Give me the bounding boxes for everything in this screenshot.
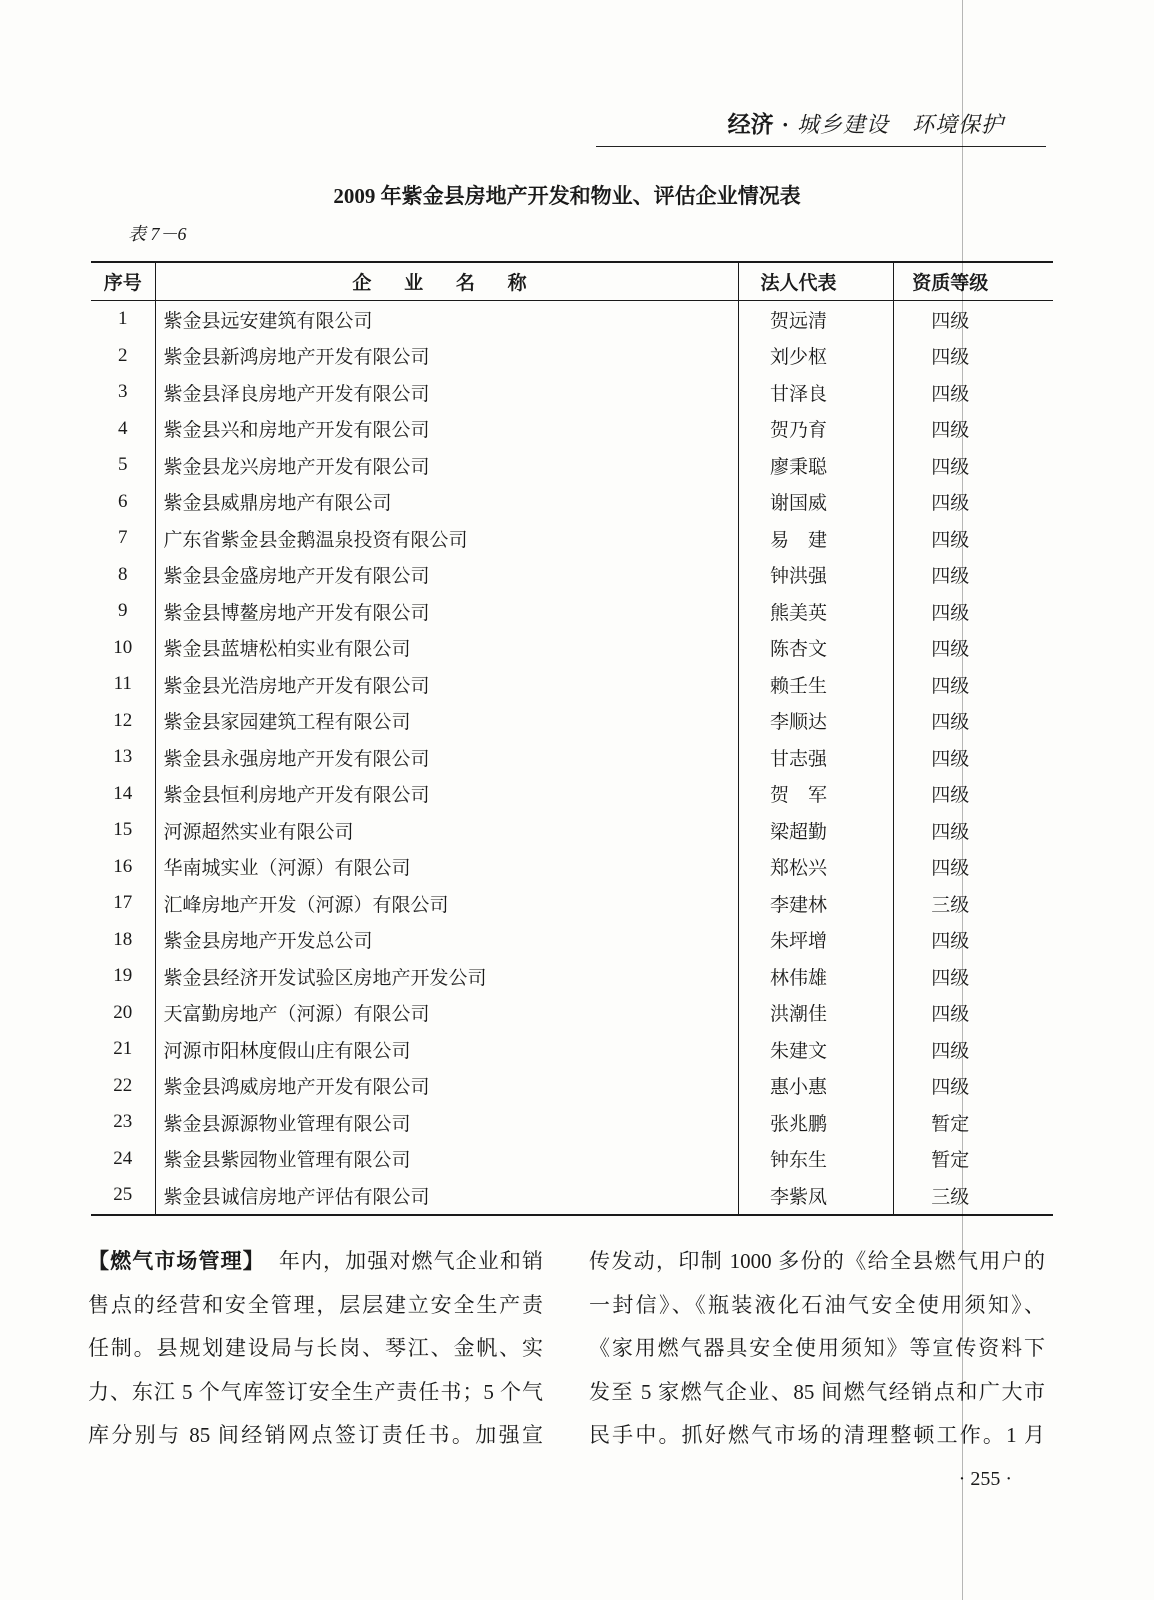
cell-no: 20 [113, 1001, 133, 1023]
table-row [91, 703, 1053, 740]
table-row [91, 301, 1053, 338]
cell-no: 19 [113, 965, 133, 987]
cell-company-name: 紫金县永强房地产开发有限公司 [155, 739, 738, 776]
cell-no: 9 [118, 600, 128, 622]
cell-qualification: 三级 [893, 885, 1053, 922]
cell-no: 7 [118, 527, 128, 549]
cell-legal-rep: 甘泽良 [738, 374, 893, 411]
cell-legal-rep: 贺乃育 [738, 411, 893, 448]
article-line: 一封信》、《瓶装液化石油气安全使用须知》、 [589, 1292, 1045, 1317]
cell-no: 6 [118, 490, 128, 512]
cell-no: 12 [113, 709, 133, 731]
table-row [91, 484, 1053, 521]
table-row [91, 630, 1053, 667]
cell-legal-rep: 陈杏文 [738, 630, 893, 667]
table-row [91, 593, 1053, 630]
table-row [91, 739, 1053, 776]
article-heading: 【燃气市场管理】 [88, 1249, 265, 1273]
cell-legal-rep: 甘志强 [738, 739, 893, 776]
cell-company-name: 紫金县源源物业管理有限公司 [155, 1104, 738, 1141]
header-legal-rep: 法人代表 [738, 262, 893, 301]
cell-qualification: 四级 [893, 1031, 1053, 1068]
cell-no: 2 [118, 344, 128, 366]
cell-company-name: 紫金县家园建筑工程有限公司 [155, 703, 738, 740]
table-row [91, 557, 1053, 594]
table-row [91, 1141, 1053, 1178]
cell-legal-rep: 张兆鹏 [738, 1104, 893, 1141]
cell-qualification: 四级 [893, 557, 1053, 594]
table-title: 2009 年紫金县房地产开发和物业、评估企业情况表 [333, 184, 801, 208]
cell-company-name: 汇峰房地产开发（河源）有限公司 [155, 885, 738, 922]
cell-legal-rep: 易 建 [738, 520, 893, 557]
article-line: 售点的经营和安全管理，层层建立安全生产责 [88, 1292, 543, 1317]
cell-qualification: 四级 [893, 301, 1053, 338]
cell-legal-rep: 郑松兴 [738, 849, 893, 886]
cell-company-name: 紫金县诚信房地产评估有限公司 [155, 1177, 738, 1215]
article-line: 任制。县规划建设局与长岗、琴江、金帆、实 [88, 1336, 543, 1360]
cell-no: 10 [113, 636, 133, 658]
cell-qualification: 四级 [893, 630, 1053, 667]
table-row [91, 995, 1053, 1032]
cell-company-name: 华南城实业（河源）有限公司 [155, 849, 738, 886]
cell-legal-rep: 惠小惠 [738, 1068, 893, 1105]
cell-qualification: 四级 [893, 593, 1053, 630]
cell-no: 21 [113, 1038, 133, 1060]
header-subsection: 城乡建设 环境保护 [796, 112, 1004, 137]
cell-no: 11 [113, 673, 132, 695]
table-row [91, 374, 1053, 411]
cell-company-name: 河源超然实业有限公司 [155, 812, 738, 849]
cell-legal-rep: 朱建文 [738, 1031, 893, 1068]
cell-company-name: 天富勤房地产（河源）有限公司 [155, 995, 738, 1032]
cell-legal-rep: 熊美英 [738, 593, 893, 630]
header-separator: · [781, 112, 789, 137]
cell-qualification: 四级 [893, 447, 1053, 484]
table-row [91, 958, 1053, 995]
cell-no: 13 [113, 746, 133, 768]
cell-legal-rep: 谢国威 [738, 484, 893, 521]
cell-no: 22 [113, 1074, 133, 1096]
cell-no: 14 [113, 782, 133, 804]
cell-legal-rep: 贺远清 [738, 301, 893, 338]
cell-legal-rep: 洪潮佳 [738, 995, 893, 1032]
cell-qualification: 四级 [893, 1068, 1053, 1105]
cell-qualification: 暂定 [893, 1104, 1053, 1141]
cell-legal-rep: 梁超勤 [738, 812, 893, 849]
cell-qualification: 四级 [893, 374, 1053, 411]
cell-no: 8 [118, 563, 128, 585]
article-line [88, 1240, 543, 1284]
cell-no: 4 [118, 417, 128, 439]
cell-no: 17 [113, 892, 133, 914]
table-row [91, 812, 1053, 849]
cell-company-name: 河源市阳林度假山庄有限公司 [155, 1031, 738, 1068]
cell-qualification: 暂定 [893, 1141, 1053, 1178]
table-row [91, 849, 1053, 886]
cell-no: 3 [118, 381, 128, 403]
table-row [91, 776, 1053, 813]
cell-qualification: 四级 [893, 812, 1053, 849]
table-row [91, 338, 1053, 375]
article-line-text: 年内，加强对燃气企业和销 [278, 1249, 543, 1273]
table-label: 表 7－6 [128, 224, 187, 244]
cell-company-name: 紫金县远安建筑有限公司 [155, 301, 738, 338]
article-line: 发至 5 家燃气企业、85 间燃气经销点和广大市 [589, 1379, 1045, 1404]
cell-qualification: 四级 [893, 958, 1053, 995]
header-qualification: 资质等级 [893, 262, 1053, 301]
cell-company-name: 紫金县恒利房地产开发有限公司 [155, 776, 738, 813]
cell-company-name: 紫金县鸿威房地产开发有限公司 [155, 1068, 738, 1105]
article-column-left [88, 1240, 543, 1458]
cell-legal-rep: 李建林 [738, 885, 893, 922]
cell-legal-rep: 钟洪强 [738, 557, 893, 594]
cell-legal-rep: 林伟雄 [738, 958, 893, 995]
cell-no: 24 [113, 1147, 133, 1169]
article-line: 传发动，印制 1000 多份的《给全县燃气用户的 [589, 1249, 1045, 1273]
cell-company-name: 紫金县龙兴房地产开发有限公司 [155, 447, 738, 484]
cell-company-name: 紫金县兴和房地产开发有限公司 [155, 411, 738, 448]
table-row [91, 1031, 1053, 1068]
cell-company-name: 紫金县威鼎房地产有限公司 [155, 484, 738, 521]
cell-qualification: 四级 [893, 776, 1053, 813]
table-row [91, 922, 1053, 959]
cell-qualification: 四级 [893, 922, 1053, 959]
header-section: 经济 [727, 112, 774, 137]
article-line: 民手中。抓好燃气市场的清理整顿工作。1 月 [589, 1423, 1045, 1447]
cell-qualification: 四级 [893, 411, 1053, 448]
cell-qualification: 四级 [893, 484, 1053, 521]
cell-qualification: 四级 [893, 995, 1053, 1032]
cell-company-name: 紫金县光浩房地产开发有限公司 [155, 666, 738, 703]
article-line: 《家用燃气器具安全使用须知》等宣传资料下 [589, 1336, 1045, 1360]
cell-legal-rep: 李顺达 [738, 703, 893, 740]
table-row [91, 447, 1053, 484]
cell-no: 16 [113, 855, 133, 877]
cell-company-name: 广东省紫金县金鹅温泉投资有限公司 [155, 520, 738, 557]
cell-qualification: 四级 [893, 849, 1053, 886]
header-company-name: 企 业 名 称 [155, 262, 738, 301]
cell-no: 18 [113, 928, 133, 950]
table-row [91, 411, 1053, 448]
header-no: 序号 [91, 262, 155, 301]
cell-qualification: 四级 [893, 338, 1053, 375]
cell-company-name: 紫金县新鸿房地产开发有限公司 [155, 338, 738, 375]
cell-company-name: 紫金县博鳌房地产开发有限公司 [155, 593, 738, 630]
table-row [91, 666, 1053, 703]
article-line: 力、东江 5 个气库签订安全生产责任书；5 个气 [88, 1379, 543, 1404]
cell-company-name: 紫金县经济开发试验区房地产开发公司 [155, 958, 738, 995]
cell-legal-rep: 贺 军 [738, 776, 893, 813]
scan-artifact-line [962, 0, 963, 1600]
cell-legal-rep: 李紫凤 [738, 1177, 893, 1215]
table-header-row [91, 262, 1053, 301]
cell-company-name: 紫金县房地产开发总公司 [155, 922, 738, 959]
cell-qualification: 三级 [893, 1177, 1053, 1215]
cell-no: 25 [113, 1184, 133, 1206]
cell-qualification: 四级 [893, 739, 1053, 776]
table-row [91, 1177, 1053, 1215]
cell-no: 23 [113, 1111, 133, 1133]
cell-company-name: 紫金县紫园物业管理有限公司 [155, 1141, 738, 1178]
article-column-right [589, 1240, 1045, 1458]
cell-legal-rep: 刘少枢 [738, 338, 893, 375]
cell-legal-rep: 朱坪增 [738, 922, 893, 959]
cell-company-name: 紫金县金盛房地产开发有限公司 [155, 557, 738, 594]
table-row [91, 885, 1053, 922]
cell-legal-rep: 钟东生 [738, 1141, 893, 1178]
cell-qualification: 四级 [893, 666, 1053, 703]
cell-qualification: 四级 [893, 703, 1053, 740]
cell-legal-rep: 廖秉聪 [738, 447, 893, 484]
cell-no: 1 [118, 308, 128, 330]
article-line: 库分别与 85 间经销网点签订责任书。加强宣 [88, 1423, 543, 1447]
cell-qualification: 四级 [893, 520, 1053, 557]
header-rule [596, 146, 1046, 147]
enterprise-table [91, 261, 1053, 1216]
cell-no: 15 [113, 819, 133, 841]
cell-legal-rep: 赖壬生 [738, 666, 893, 703]
cell-no: 5 [118, 454, 128, 476]
table-row [91, 520, 1053, 557]
page-number: · 255 · [958, 1468, 1012, 1490]
cell-company-name: 紫金县泽良房地产开发有限公司 [155, 374, 738, 411]
table-row [91, 1068, 1053, 1105]
cell-company-name: 紫金县蓝塘松柏实业有限公司 [155, 630, 738, 667]
table-row [91, 1104, 1053, 1141]
